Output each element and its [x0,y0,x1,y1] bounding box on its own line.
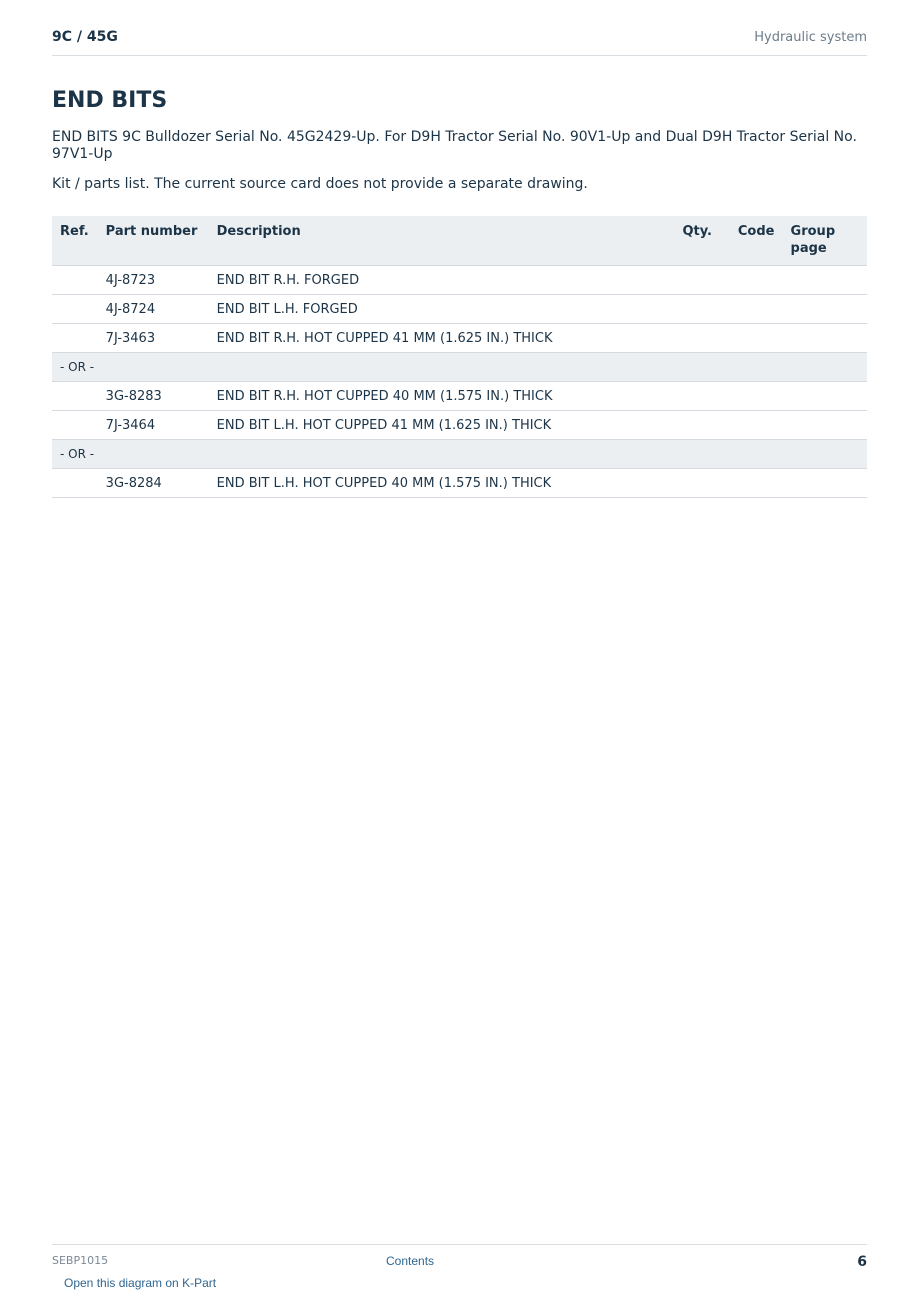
cell-code [738,266,791,295]
table-row [52,295,867,324]
cell-group-page [791,266,867,295]
or-separator-label: - OR - [52,440,867,469]
cell-group-page [791,324,867,353]
header-ref: Ref. [52,216,106,266]
cell-code [738,295,791,324]
table-row [52,411,867,440]
cell-description: END BIT R.H. FORGED [217,266,683,295]
cell-qty [682,382,737,411]
cell-group-page [791,469,867,498]
page-title: END BITS [52,88,168,113]
cell-part-number: 7J-3464 [106,411,217,440]
cell-description: END BIT R.H. HOT CUPPED 40 MM (1.575 IN.) THICK [217,382,683,411]
section-name: Hydraulic system [754,30,867,45]
cell-ref [52,266,106,295]
cell-qty [682,295,737,324]
page-footer [52,1244,867,1275]
model-code: 9C / 45G [52,29,118,45]
table-row [52,266,867,295]
cell-qty [682,324,737,353]
cell-part-number: 4J-8723 [106,266,217,295]
cell-qty [682,469,737,498]
or-separator-row [52,353,867,382]
cell-group-page [791,411,867,440]
cell-ref [52,324,106,353]
cell-ref [52,411,106,440]
cell-ref [52,469,106,498]
header-description: Description [217,216,683,266]
page-header [52,26,867,56]
cell-qty [682,266,737,295]
table-row [52,382,867,411]
parts-table [52,216,867,498]
cell-part-number: 3G-8284 [106,469,217,498]
cell-code [738,411,791,440]
source-note: Kit / parts list. The current source card does not provide a separate drawing. [52,176,588,192]
table-header-row [52,216,867,266]
header-group-page: Group page [791,216,867,266]
cell-code [738,469,791,498]
page-subtitle: END BITS 9C Bulldozer Serial No. 45G2429-Up. For D9H Tractor Serial No. 90V1-Up and Dual D9H Tractor Serial No. 97V1-Up [52,129,857,162]
or-separator-row [52,440,867,469]
table-row [52,324,867,353]
cell-part-number: 4J-8724 [106,295,217,324]
cell-part-number: 3G-8283 [106,382,217,411]
cell-description: END BIT R.H. HOT CUPPED 41 MM (1.625 IN.) THICK [217,324,683,353]
open-diagram-link[interactable]: Open this diagram on K-Part [64,1276,217,1290]
cell-code [738,324,791,353]
contents-link[interactable]: Contents [386,1254,435,1268]
cell-ref [52,382,106,411]
header-code: Code [738,216,791,266]
cell-description: END BIT L.H. HOT CUPPED 40 MM (1.575 IN.) THICK [217,469,683,498]
cell-description: END BIT L.H. FORGED [217,295,683,324]
page-number: 6 [857,1254,867,1270]
header-qty: Qty. [682,216,737,266]
table-row [52,469,867,498]
cell-ref [52,295,106,324]
or-separator-label: - OR - [52,353,867,382]
cell-description: END BIT L.H. HOT CUPPED 41 MM (1.625 IN.) THICK [217,411,683,440]
cell-group-page [791,382,867,411]
document-page [52,0,867,1300]
cell-part-number: 7J-3463 [106,324,217,353]
cell-code [738,382,791,411]
cell-group-page [791,295,867,324]
header-part-number: Part number [106,216,217,266]
cell-qty [682,411,737,440]
document-id: SEBP1015 [52,1254,109,1267]
